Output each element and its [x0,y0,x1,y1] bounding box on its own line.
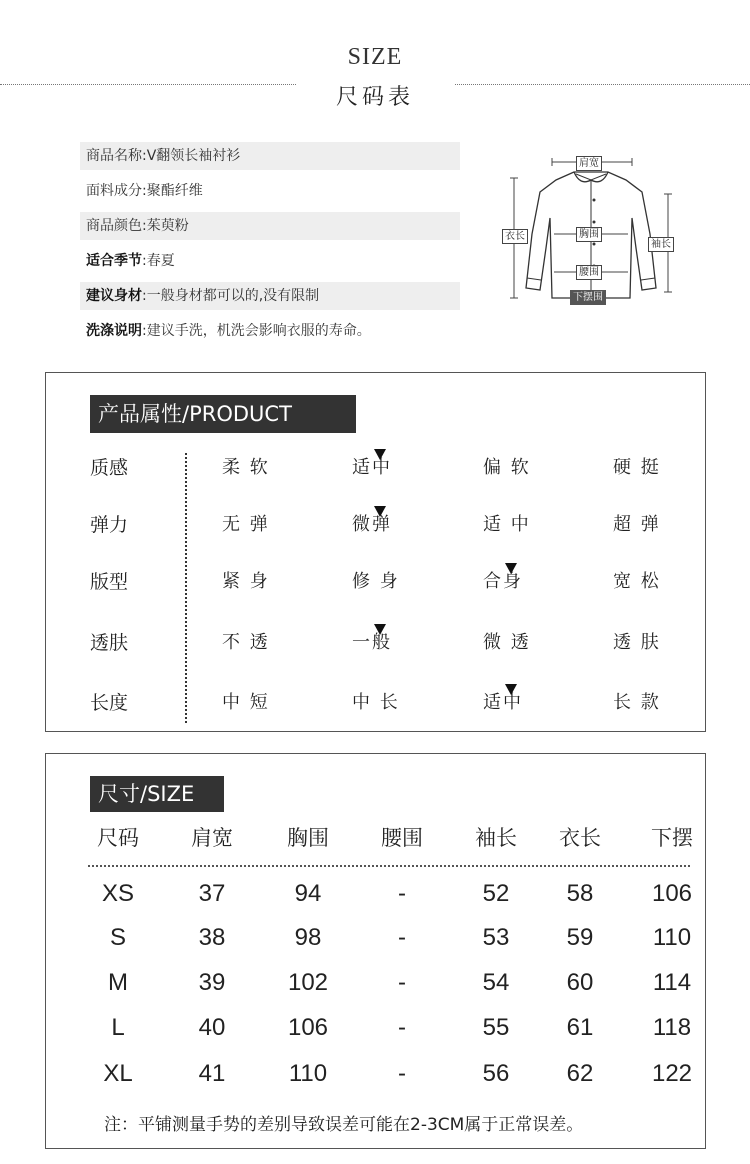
info-label: 面料成分 [86,183,142,199]
product-attributes-panel [45,372,706,732]
size-table-header: 肩宽 [191,826,233,850]
size-table-cell: 61 [566,1014,594,1041]
size-table-cell: 52 [482,880,510,907]
size-table-cell: 110 [652,924,692,951]
size-table-cell: - [398,1014,406,1041]
body-length-label: 衣长 [502,229,528,244]
info-value: V翻领长袖衬衫 [146,148,241,164]
info-label: 商品名称 [86,148,142,164]
attribute-name: 版型 [90,571,129,593]
size-table-header: 胸围 [287,826,329,850]
selected-marker-icon [505,684,517,695]
attribute-option: 适中 [483,692,523,713]
size-table-cell: - [398,880,406,907]
attribute-option: 微弹 [352,514,392,535]
attribute-option: 适中 [352,457,392,478]
size-table-cell: - [398,1060,406,1087]
size-table-cell: 110 [288,1060,328,1087]
size-table-cell: 59 [566,924,594,951]
info-row [80,142,460,170]
attribute-option: 长 款 [613,692,661,713]
attributes-divider [185,453,187,723]
page-title-zh: 尺码表 [335,85,414,110]
size-table-cell: S [109,924,126,951]
attribute-option: 硬 挺 [613,457,661,478]
info-row [80,212,460,240]
attribute-option: 一般 [352,632,392,653]
size-table-cell: 41 [198,1060,226,1087]
size-table-cell: XL [103,1060,133,1087]
size-table-cell: - [398,924,406,951]
attribute-option: 透 肤 [613,632,661,653]
size-table-cell: 102 [287,969,329,996]
size-table-cell: 53 [482,924,510,951]
page-title-en: SIZE [347,44,403,70]
chest-label: 胸围 [576,227,602,242]
size-table-cell: 94 [294,880,322,907]
info-value: 一般身材都可以的,没有限制 [146,288,320,304]
size-table-header: 腰围 [381,826,423,850]
size-table-cell: 106 [651,880,693,907]
selected-marker-icon [374,624,386,635]
info-separator: : [142,288,147,304]
info-separator: : [142,253,147,269]
sleeve-length-label: 袖长 [648,237,674,252]
attribute-option: 中 短 [222,692,270,713]
attribute-name: 质感 [90,457,129,479]
size-table-cell: - [398,969,406,996]
size-table-cell: 118 [652,1014,692,1041]
attribute-option: 超 弹 [613,514,661,535]
size-table-cell: M [108,969,128,996]
product-attributes-title: 产品属性/PRODUCT [90,395,356,433]
size-table-cell: 39 [198,969,226,996]
info-row [80,317,460,345]
size-table-cell: 38 [198,924,226,951]
size-table-cell: 60 [566,969,594,996]
size-table-cell: XS [101,880,134,907]
attribute-option: 无 弹 [222,514,270,535]
attribute-name: 弹力 [90,514,129,536]
selected-marker-icon [505,563,517,574]
attribute-option: 中 长 [352,692,400,713]
size-table-title: 尺寸/SIZE [90,776,224,812]
attribute-option: 紧 身 [222,571,270,592]
size-table-panel [45,753,706,1149]
attribute-option: 微 透 [483,632,531,653]
size-table-cell: 106 [287,1014,329,1041]
size-table-cell: 122 [651,1060,693,1087]
info-label: 建议身材 [86,288,142,304]
shoulder-width-label: 肩宽 [576,156,602,171]
size-table-cell: 58 [566,880,594,907]
measurement-note: 注：平铺测量手势的差别导致误差可能在2-3CM属于正常误差。 [104,1115,584,1135]
info-separator: : [142,323,147,339]
attribute-option: 柔 软 [222,457,270,478]
size-table-cell: 114 [652,969,692,996]
info-value: 聚酯纤维 [146,183,203,199]
info-separator: : [142,218,147,234]
waist-label: 腰围 [576,265,602,280]
size-table-header: 衣长 [559,826,601,850]
attribute-option: 修 身 [352,571,400,592]
info-label: 洗涤说明 [86,323,142,339]
size-table-cell: 40 [198,1014,226,1041]
attribute-option: 合身 [483,571,523,592]
info-separator: : [142,183,147,199]
size-table-cell: 98 [294,924,322,951]
size-table-header: 袖长 [475,826,517,850]
attribute-option: 偏 软 [483,457,531,478]
attribute-name: 透肤 [90,632,129,654]
attribute-option: 不 透 [222,632,270,653]
size-table-cell: 37 [198,880,226,907]
size-table-cell: 55 [482,1014,510,1041]
info-value: 春夏 [146,253,175,269]
size-table-cell: 62 [566,1060,594,1087]
attribute-option: 宽 松 [613,571,661,592]
info-value: 建议手洗，机洗会影响衣服的寿命。 [146,323,371,339]
size-table-header: 尺码 [97,826,139,850]
info-label: 商品颜色 [86,218,142,234]
attribute-name: 长度 [90,692,129,714]
info-row [80,247,460,275]
info-value: 茱萸粉 [146,218,189,234]
attribute-option: 适 中 [483,514,531,535]
size-table-cell: 54 [482,969,510,996]
size-table-header-divider [88,865,690,867]
shirt-measurement-diagram [496,148,686,308]
info-label: 适合季节 [86,253,142,269]
size-table-cell: L [111,1014,125,1041]
selected-marker-icon [374,449,386,460]
selected-marker-icon [374,506,386,517]
info-row [80,282,460,310]
size-table-header: 下摆 [651,826,693,850]
info-row [80,177,460,205]
hem-label: 下摆围 [570,290,606,305]
size-table-cell: 56 [482,1060,510,1087]
info-separator: : [142,148,147,164]
